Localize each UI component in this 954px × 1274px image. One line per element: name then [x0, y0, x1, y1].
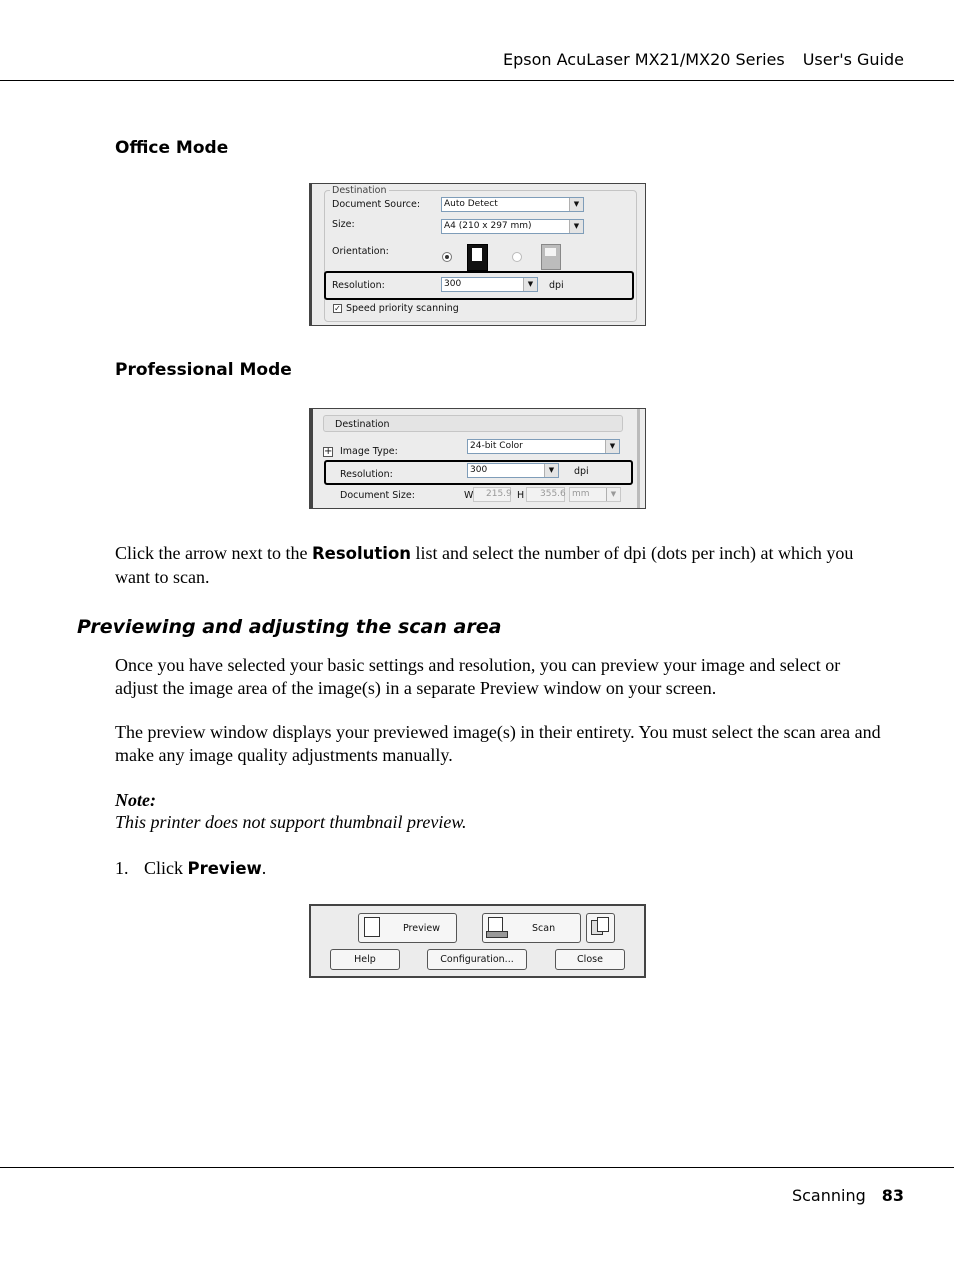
step-1: 1. Click Preview.: [115, 858, 267, 878]
portrait-icon: [467, 244, 488, 271]
chevron-down-icon: ▼: [605, 440, 619, 453]
size-value: A4 (210 x 297 mm): [444, 221, 532, 231]
resolution-term: Resolution: [311, 544, 412, 563]
resolution-label: Resolution:: [340, 469, 393, 480]
expand-plus-icon[interactable]: +: [324, 446, 333, 457]
header-guide: User's Guide: [802, 50, 904, 69]
running-footer: [792, 1186, 904, 1205]
speed-priority-label: Speed priority scanning: [346, 303, 459, 314]
chevron-down-icon: ▼: [569, 198, 583, 211]
scan-button-label: Scan: [532, 923, 556, 934]
step-number: 1.: [115, 858, 129, 878]
landscape-icon: [541, 244, 561, 270]
chevron-down-icon: ▼: [569, 220, 583, 233]
size-label: Size:: [332, 219, 355, 230]
professional-mode-dialog: [309, 408, 646, 509]
resolution-instruction: Click the arrow next to the Resolution list and select the number of dpi (dots per inch) at which you want to scan.: [115, 543, 854, 587]
image-type-value: 24-bit Color: [470, 441, 523, 451]
preview-button-label: Preview: [403, 923, 440, 934]
resolution-select[interactable]: [467, 463, 559, 478]
header-product: Epson AcuLaser MX21/MX20 Series: [503, 50, 785, 69]
width-field[interactable]: [473, 487, 511, 502]
preview-term: Preview: [187, 859, 262, 878]
note-text: This printer does not support thumbnail preview.: [115, 812, 467, 832]
orientation-landscape-radio[interactable]: [512, 252, 522, 262]
resolution-value: 300: [444, 279, 462, 289]
height-field[interactable]: [526, 487, 565, 502]
copy-button[interactable]: [586, 913, 615, 943]
paragraph-preview-window: The preview window displays your previewed image(s) in their entirety. You must select the scan area and make any image quality adjustments manually.: [115, 722, 881, 765]
destination-label: Destination: [335, 419, 390, 430]
chevron-down-icon: ▼: [523, 278, 537, 291]
header-rule: [0, 80, 954, 81]
scan-buttons-panel: [309, 904, 646, 978]
size-select[interactable]: [441, 219, 584, 234]
resolution-select[interactable]: [441, 277, 538, 292]
height-label: H: [517, 490, 525, 501]
size-unit-select[interactable]: [569, 487, 621, 502]
resolution-unit: dpi: [549, 280, 564, 291]
help-button[interactable]: Help: [330, 949, 400, 970]
section-heading: Previewing and adjusting the scan area: [77, 616, 502, 638]
paragraph-preview-intro: Once you have selected your basic settings and resolution, you can preview your image and select or adjust the image area of the image(s) in a separate Preview window on your screen.: [115, 655, 841, 698]
orientation-portrait-radio[interactable]: [442, 252, 452, 262]
destination-label: Destination: [332, 185, 387, 196]
footer-rule: [0, 1167, 954, 1168]
professional-mode-heading: Professional Mode: [115, 360, 292, 380]
document-source-select[interactable]: [441, 197, 584, 212]
page-icon: [364, 917, 380, 937]
page-number: 83: [881, 1186, 904, 1205]
chevron-down-icon: ▼: [606, 488, 620, 501]
document-source-label: Document Source:: [332, 199, 421, 210]
configuration-button[interactable]: Configuration...: [427, 949, 527, 970]
close-button[interactable]: Close: [555, 949, 625, 970]
office-mode-dialog: [309, 183, 646, 326]
resolution-unit: dpi: [574, 466, 589, 477]
footer-section: Scanning: [791, 1186, 866, 1205]
preview-button[interactable]: [358, 913, 457, 943]
speed-priority-checkbox[interactable]: ✓: [334, 304, 341, 313]
image-type-label: Image Type:: [340, 446, 398, 457]
orientation-label: Orientation:: [332, 246, 389, 257]
width-value: 215.9: [486, 489, 512, 499]
resolution-value: 300: [470, 465, 488, 475]
resolution-label: Resolution:: [332, 280, 385, 291]
running-header: [503, 50, 904, 69]
office-mode-heading: Office Mode: [115, 138, 229, 158]
width-label: W: [464, 490, 474, 501]
document-size-label: Document Size:: [340, 490, 415, 501]
image-type-select[interactable]: [467, 439, 620, 454]
height-value: 355.6: [540, 489, 566, 499]
chevron-down-icon: ▼: [544, 464, 558, 477]
scan-button[interactable]: [482, 913, 581, 943]
note-title: Note:: [115, 790, 156, 810]
size-unit-value: mm: [572, 489, 590, 499]
document-source-value: Auto Detect: [444, 199, 498, 209]
